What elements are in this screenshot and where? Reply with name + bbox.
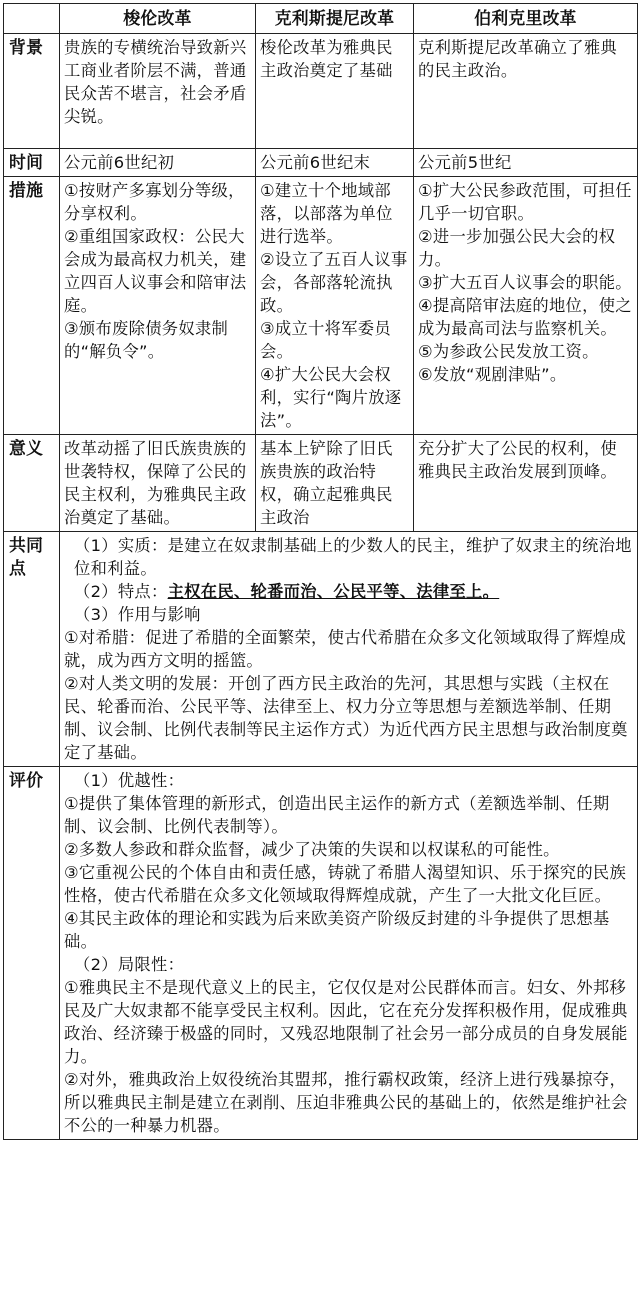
- cell-measures-solon: [60, 177, 256, 435]
- evaluation-limitations-heading: （2）局限性：: [74, 955, 185, 974]
- measure-item: ④提高陪审法庭的地位，使之成为最高司法与监察机关。: [418, 296, 632, 338]
- row-label-time: 时间: [4, 149, 60, 177]
- measure-item: ②进一步加强公民大会的权力。: [418, 227, 616, 269]
- evaluation-limitation-item: ②对外，雅典政治上奴役统治其盟邦，推行霸权政策，经济上进行残暴掠夺，所以雅典民主制是建立在剥削、压迫非雅典公民的基础上的，依然是维护社会不公的一种暴力机器。: [64, 1070, 628, 1135]
- measure-item: ③扩大五百人议事会的职能。: [418, 273, 632, 292]
- cell-time-pericles: 公元前5世纪: [414, 149, 638, 177]
- evaluation-limitation-item: ①雅典民主不是现代意义上的民主，它仅仅是对公民群体而言。妇女、外邦移民及广大奴隶都不能享受民主权利。因此，它在充分发挥积极作用，促成雅典政治、经济臻于极盛的同时，又残忍地限制了社会另一部分成员的自身发展能力。: [64, 978, 628, 1066]
- cell-evaluation: [60, 767, 638, 1140]
- row-label-measures: 措施: [4, 177, 60, 435]
- common-features: [64, 580, 633, 603]
- row-label-evaluation: 评价: [4, 767, 60, 1140]
- cell-common: [60, 532, 638, 767]
- evaluation-advantage-item: ①提供了集体管理的新形式，创造出民主运作的新方式（差额选举制、任期制、议会制、比例代表制等）。: [64, 794, 610, 836]
- row-label-background: 背景: [4, 34, 60, 149]
- common-impact-heading: （3）作用与影响: [74, 605, 201, 624]
- row-significance: [4, 435, 638, 532]
- measure-item: ⑥发放“观剧津贴”。: [418, 365, 567, 384]
- evaluation-advantage-item: ③它重视公民的个体自由和责任感，铸就了希腊人渴望知识、乐于探究的民族性格，使古代希腊在众多文化领域取得辉煌成就，产生了一大批文化巨匠。: [64, 863, 627, 905]
- row-label-significance: 意义: [4, 435, 60, 532]
- measure-item: ③成立十将军委员会。: [260, 319, 391, 361]
- reform-comparison-table: [3, 3, 638, 1140]
- row-evaluation: [4, 767, 638, 1140]
- evaluation-advantages-heading: （1）优越性：: [74, 771, 185, 790]
- measure-item: ⑤为参政公民发放工资。: [418, 342, 599, 361]
- cell-time-solon: 公元前6世纪初: [60, 149, 256, 177]
- header-solon: 梭伦改革: [60, 4, 256, 34]
- measure-item: ③颁布废除债务奴隶制的“解负令”。: [64, 319, 229, 361]
- common-features-prefix: （2）特点：: [74, 582, 168, 601]
- measure-item: ②重组国家政权：公民大会成为最高权力机关，建立四百人议事会和陪审法庭。: [64, 227, 247, 315]
- common-essence: （1）实质：是建立在奴隶制基础上的少数人的民主，维护了奴隶主的统治地位和利益。: [74, 536, 632, 578]
- row-measures: [4, 177, 638, 435]
- measure-item: ①按财产多寡划分等级，分享权利。: [64, 181, 245, 223]
- measure-item: ②设立了五百人议事会，各部落轮流执政。: [260, 250, 408, 315]
- common-impact-greece: ①对希腊：促进了希腊的全面繁荣，使古代希腊在众多文化领域取得了辉煌成就，成为西方文明的摇篮。: [64, 628, 627, 670]
- cell-background-cleisthenes: 梭伦改革为雅典民主政治奠定了基础: [256, 34, 414, 149]
- cell-measures-pericles: [414, 177, 638, 435]
- cell-measures-cleisthenes: [256, 177, 414, 435]
- cell-significance-cleisthenes: 基本上铲除了旧氏族贵族的政治特权，确立起雅典民主政治: [256, 435, 414, 532]
- row-label-common: 共同点: [4, 532, 60, 767]
- header-pericles: 伯利克里改革: [414, 4, 638, 34]
- row-common: [4, 532, 638, 767]
- evaluation-advantage-item: ④其民主政体的理论和实践为后来欧美资产阶级反封建的斗争提供了思想基础。: [64, 909, 610, 951]
- common-impact-civilization: ②对人类文明的发展：开创了西方民主政治的先河，其思想与实践（主权在民、轮番而治、公民平等、法律至上、权力分立等思想与差额选举制、任期制、议会制、比例代表制等民主运作方式）为近代西方民主思想与政治制度奠定了基础。: [64, 674, 628, 762]
- cell-background-solon: 贵族的专横统治导致新兴工商业者阶层不满，普通民众苦不堪言，社会矛盾尖锐。: [60, 34, 256, 149]
- cell-significance-solon: 改革动摇了旧氏族贵族的世袭特权，保障了公民的民主权利，为雅典民主政治奠定了基础。: [60, 435, 256, 532]
- row-time: [4, 149, 638, 177]
- row-background: [4, 34, 638, 149]
- measure-item: ①建立十个地域部落，以部落为单位进行选举。: [260, 181, 393, 246]
- measure-item: ④扩大公民大会权利，实行“陶片放逐法”。: [260, 365, 402, 430]
- cell-significance-pericles: 充分扩大了公民的权利，使雅典民主政治发展到顶峰。: [414, 435, 638, 532]
- cell-time-cleisthenes: 公元前6世纪末: [256, 149, 414, 177]
- cell-background-pericles: 克利斯提尼改革确立了雅典的民主政治。: [414, 34, 638, 149]
- header-cleisthenes: 克利斯提尼改革: [256, 4, 414, 34]
- evaluation-advantage-item: ②多数人参政和群众监督，减少了决策的失误和以权谋私的可能性。: [64, 840, 560, 859]
- header-corner: [4, 4, 60, 34]
- common-features-emphasis: 主权在民、轮番而治、公民平等、法律至上。: [167, 582, 500, 601]
- measure-item: ①扩大公民参政范围，可担任几乎一切官职。: [418, 181, 632, 223]
- header-row: [4, 4, 638, 34]
